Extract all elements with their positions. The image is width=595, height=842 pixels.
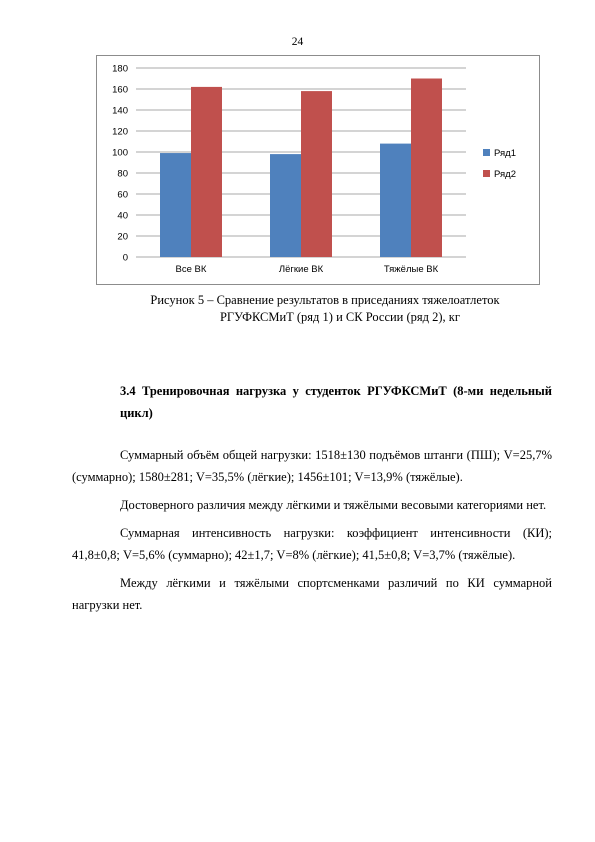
y-tick-label: 20 — [117, 231, 128, 243]
y-tick-label: 140 — [112, 105, 128, 117]
bar-1 — [160, 153, 191, 257]
bar-chart — [96, 55, 540, 285]
section-heading: 3.4 Тренировочная нагрузка у студенток РГУФКСМиТ (8-ми недельный цикл) — [120, 384, 552, 420]
y-tick-label: 0 — [122, 252, 128, 264]
y-tick-label: 180 — [112, 63, 128, 75]
x-tick-label: Все ВК — [175, 264, 207, 275]
paragraph-ki-conclusion: Между лёгкими и тяжёлыми спортсменками различий по КИ суммарной нагрузки нет. — [72, 576, 552, 612]
bar-2 — [411, 79, 442, 258]
legend-swatch — [483, 149, 490, 156]
caption-line-1: Рисунок 5 – Сравнение результатов в приседаниях тяжелоатлеток — [150, 293, 500, 307]
legend-label: Ряд2 — [494, 169, 516, 180]
page-number: 24 — [291, 36, 304, 48]
caption-line-2: РГУФКСМиТ (ряд 1) и СК России (ряд 2), кг — [219, 310, 460, 324]
figure-caption — [120, 292, 560, 326]
legend-label: Ряд1 — [494, 148, 516, 159]
paragraph-intensity: Суммарная интенсивность нагрузки: коэффициент интенсивности (КИ); 41,8±0,8; V=5,6% (суммарно); 42±1,7; V=8% (лёгкие); 41,5±0,8; V=3,7% (тяжёлые). — [72, 526, 552, 562]
paragraph-load-volume: Суммарный объём общей нагрузки: 1518±130 подъёмов штанги (ПШ); V=25,7% (суммарно); 1580±281; V=35,5% (лёгкие); 1456±101; V=13,9% (тяжёлые). — [72, 448, 552, 484]
y-tick-label: 80 — [117, 168, 128, 180]
y-tick-label: 120 — [112, 126, 128, 138]
bar-2 — [191, 87, 222, 257]
chart-svg — [96, 55, 540, 285]
y-tick-label: 60 — [117, 189, 128, 201]
body-text — [72, 444, 552, 622]
paragraph-no-difference: Достоверного различия между лёгкими и тяжёлыми весовыми категориями нет. — [120, 498, 547, 512]
bar-1 — [380, 144, 411, 257]
x-tick-label: Тяжёлые ВК — [383, 264, 439, 275]
bar-1 — [270, 154, 301, 257]
y-tick-label: 160 — [112, 84, 128, 96]
y-tick-label: 100 — [112, 147, 128, 159]
legend-swatch — [483, 170, 490, 177]
bar-2 — [301, 91, 332, 257]
x-tick-label: Лёгкие ВК — [278, 264, 324, 275]
y-tick-label: 40 — [117, 210, 128, 222]
